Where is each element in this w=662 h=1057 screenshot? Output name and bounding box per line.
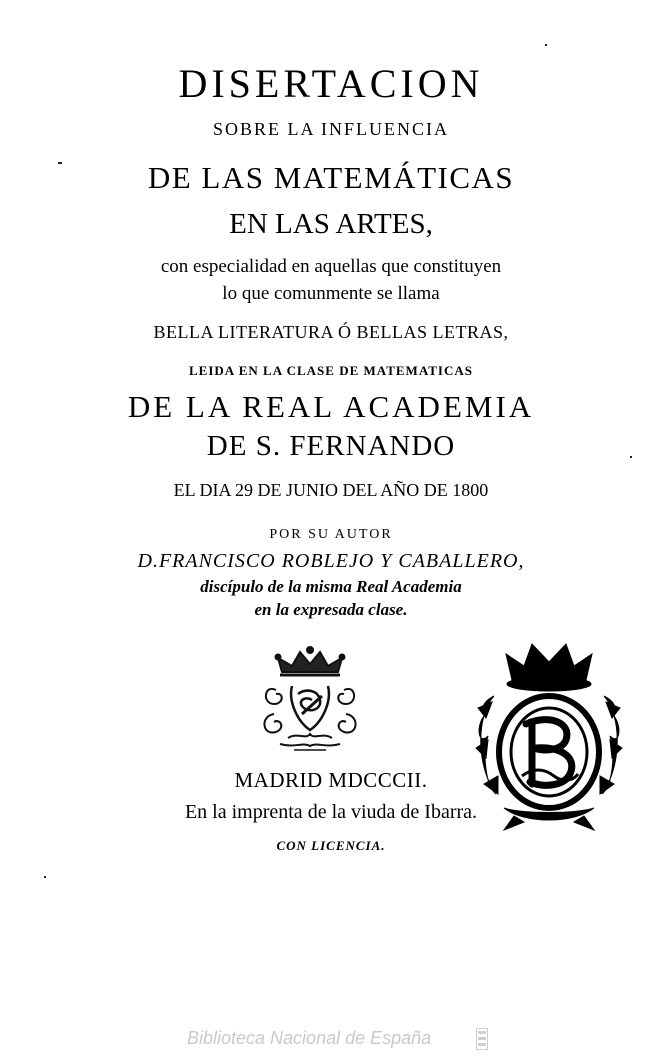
watermark-text: Biblioteca Nacional de España: [187, 1028, 432, 1048]
crowned-monogram-icon: [258, 644, 362, 756]
subtitle-line: EN LAS ARTES,: [229, 208, 433, 240]
subtitle-line: con especialidad en aquellas que constituyen: [160, 256, 502, 277]
date-line: EL DIA 29 DE JUNIO DEL AÑO DE 1800: [173, 480, 489, 500]
subtitle-line: LEIDA EN LA CLASE DE MATEMATICAS: [189, 363, 473, 378]
subtitle-line: lo que comunmente se llama: [222, 283, 440, 304]
ink-speck: [44, 876, 46, 878]
author-description: discípulo de la misma Real Academia: [200, 577, 462, 596]
subtitle-line: SOBRE LA INFLUENCIA: [212, 119, 449, 139]
bne-logo-icon: [476, 1028, 488, 1050]
ink-speck: [58, 162, 62, 164]
institution-line: DE S. FERNANDO: [206, 430, 456, 462]
author-description: en la expresada clase.: [254, 600, 408, 619]
subtitle-line: BELLA LITERATURA Ó BELLAS LETRAS,: [153, 322, 509, 342]
imprint-printer: En la imprenta de la viuda de Ibarra.: [184, 801, 478, 823]
ink-speck: [630, 456, 632, 458]
subtitle-line: DE LAS MATEMÁTICAS: [147, 160, 515, 195]
author-name: D.FRANCISCO ROBLEJO Y CABALLERO,: [137, 550, 525, 572]
main-title: DISERTACION: [178, 61, 484, 106]
author-label: POR SU AUTOR: [269, 527, 393, 542]
imprint-license: CON LICENCIA.: [276, 838, 386, 853]
ink-speck: [545, 44, 547, 46]
imprint-place: MADRID MDCCCII.: [234, 768, 428, 792]
institution-line: DE LA REAL ACADEMIA: [127, 389, 535, 424]
